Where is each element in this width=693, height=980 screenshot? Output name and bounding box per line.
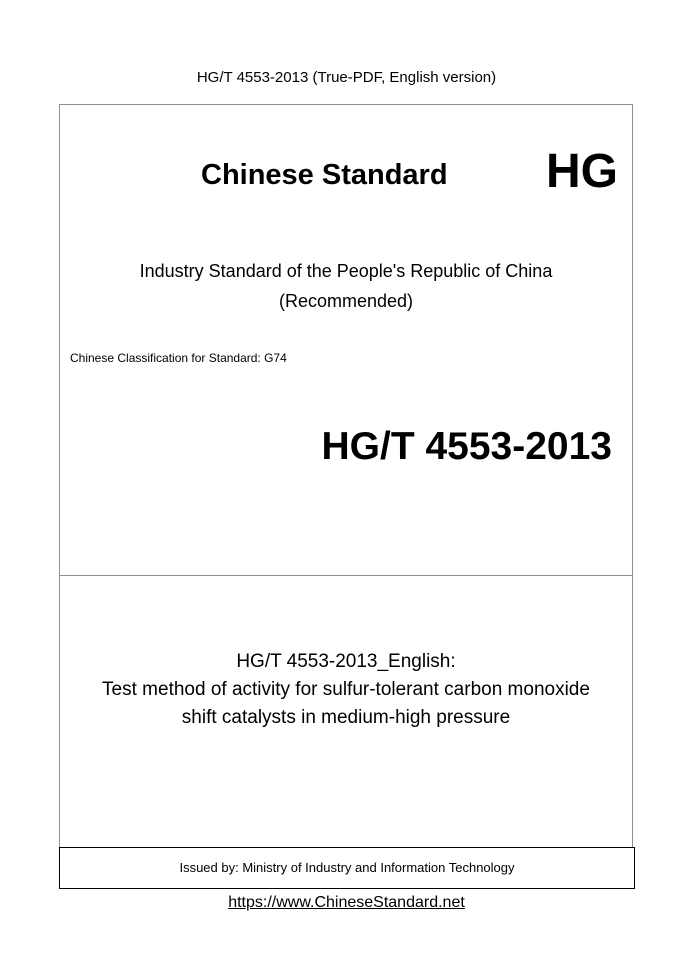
english-title-line-1: Test method of activity for sulfur-tolerant carbon monoxide (102, 679, 590, 700)
page-header: HG/T 4553-2013 (True-PDF, English version) (196, 69, 497, 86)
document-number: HG/T 4553-2013 (321, 425, 612, 468)
classification: Chinese Classification for Standard: G74 (70, 351, 287, 365)
recommended-label: (Recommended) (278, 291, 414, 311)
standard-title: Chinese Standard (201, 159, 448, 191)
issuer-box (59, 847, 635, 889)
english-title-code: HG/T 4553-2013_English: (236, 651, 456, 672)
issuer-text: Issued by: Ministry of Industry and Information Technology (179, 860, 515, 875)
industry-standard-line: Industry Standard of the People's Republic of China (139, 261, 553, 281)
section-divider (60, 575, 632, 576)
website-link[interactable]: https://www.ChineseStandard.net (228, 894, 465, 911)
standard-code: HG (546, 145, 618, 198)
footer (0, 893, 693, 913)
cover-frame (59, 104, 633, 848)
english-title-line-2: shift catalysts in medium-high pressure (181, 707, 511, 728)
